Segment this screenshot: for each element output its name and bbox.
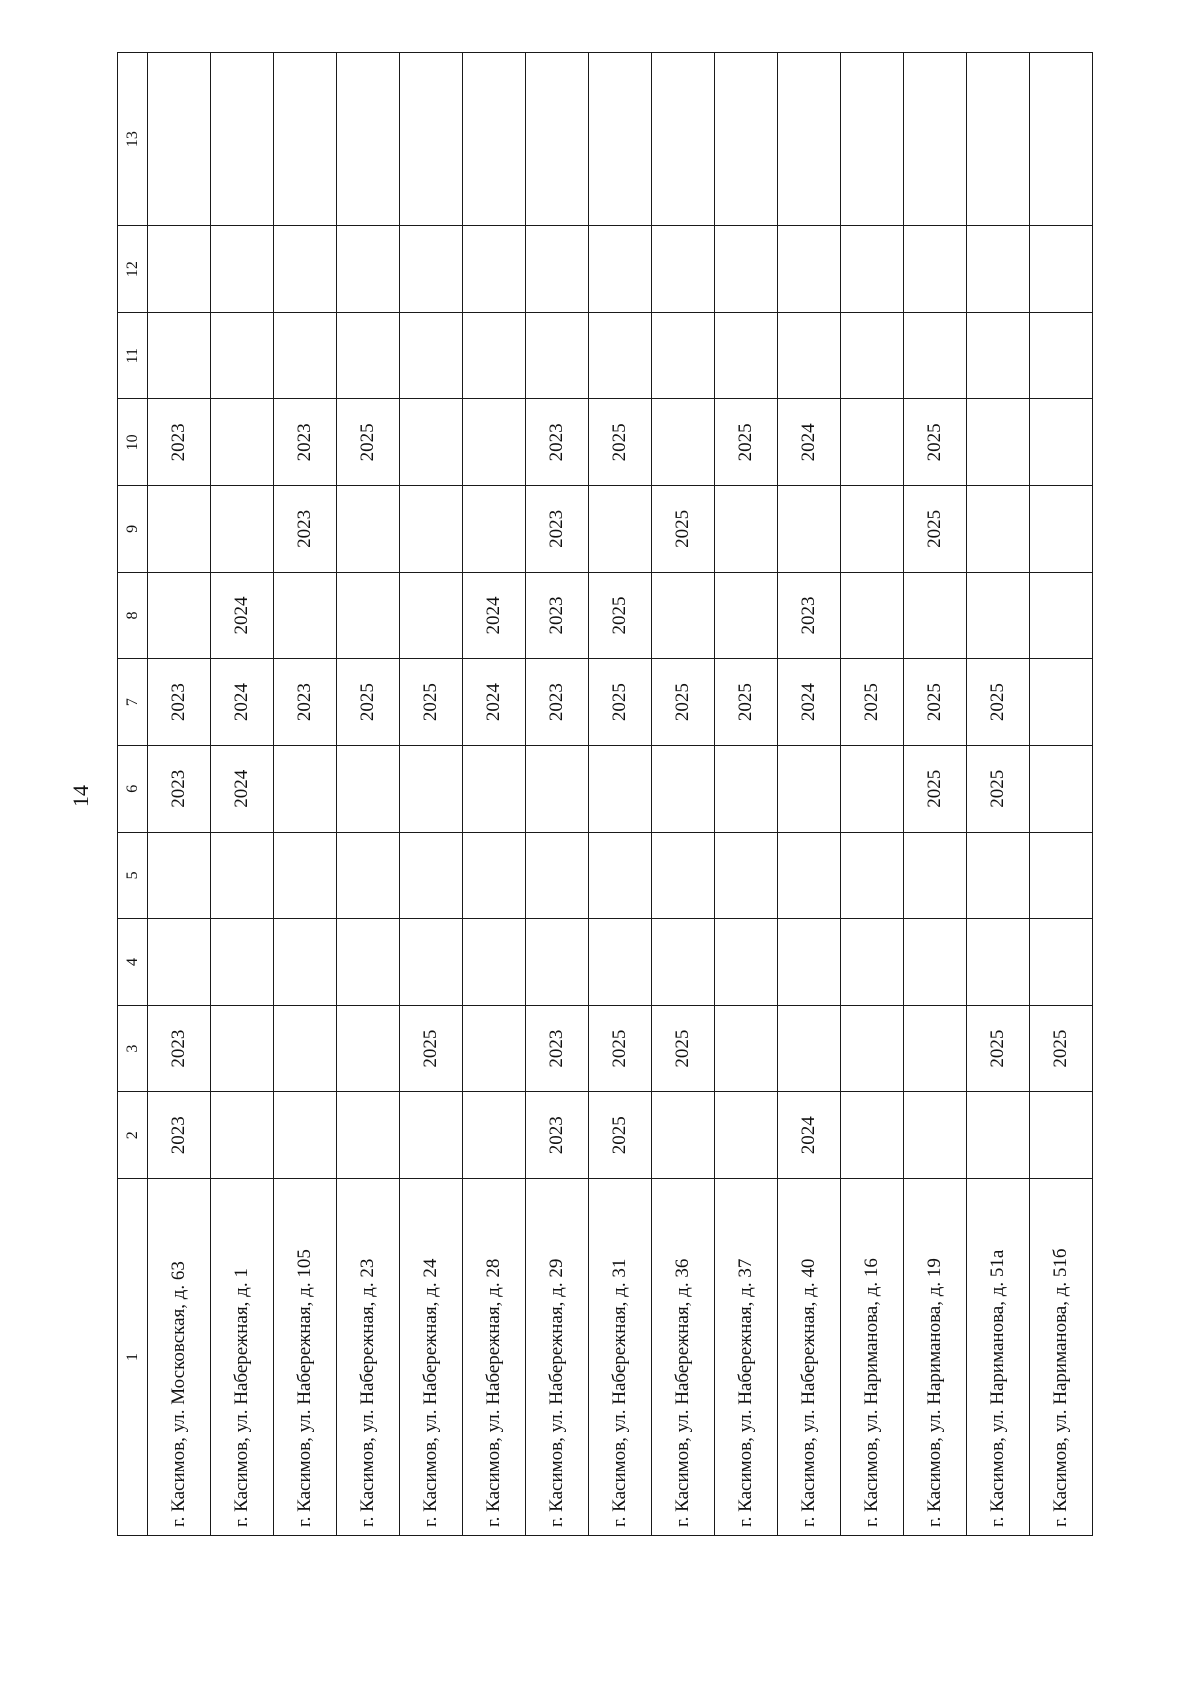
year-cell: 2025 (904, 745, 967, 832)
year-cell (337, 486, 400, 573)
year-cell (904, 226, 967, 313)
year-cell (463, 1092, 526, 1179)
year-cell (211, 832, 274, 919)
year-cell (526, 226, 589, 313)
year-cell: 2024 (778, 399, 841, 486)
year-cell (211, 226, 274, 313)
year-cell (904, 919, 967, 1006)
year-cell: 2025 (589, 399, 652, 486)
year-cell (337, 226, 400, 313)
year-cell: 2025 (967, 659, 1030, 746)
year-cell (778, 312, 841, 399)
year-cell (274, 572, 337, 659)
year-cell (589, 832, 652, 919)
column-header: 1 (118, 1178, 148, 1535)
year-cell (904, 53, 967, 226)
year-cell (148, 919, 211, 1006)
year-cell (463, 226, 526, 313)
year-cell (1030, 832, 1093, 919)
year-cell (841, 226, 904, 313)
header-row (118, 53, 148, 1536)
year-cell: 2023 (526, 659, 589, 746)
year-cell: 2025 (967, 1005, 1030, 1092)
address-cell: г. Касимов, ул. Набережная, д. 105 (274, 1178, 337, 1535)
year-cell: 2025 (589, 1005, 652, 1092)
table-row (274, 53, 337, 1536)
year-cell (337, 1092, 400, 1179)
year-cell (337, 312, 400, 399)
year-cell (967, 312, 1030, 399)
year-cell: 2023 (526, 1005, 589, 1092)
year-cell (463, 399, 526, 486)
year-cell: 2024 (211, 745, 274, 832)
page-number: 14 (68, 785, 93, 807)
year-cell (211, 919, 274, 1006)
year-cell (463, 53, 526, 226)
year-cell (211, 53, 274, 226)
address-cell: г. Касимов, ул. Набережная, д. 24 (400, 1178, 463, 1535)
table-row (211, 53, 274, 1536)
year-cell (1030, 745, 1093, 832)
year-cell (778, 745, 841, 832)
column-header: 5 (118, 832, 148, 919)
year-cell (652, 226, 715, 313)
year-cell: 2025 (589, 572, 652, 659)
column-header: 3 (118, 1005, 148, 1092)
year-cell (967, 1092, 1030, 1179)
column-header: 13 (118, 53, 148, 226)
year-cell: 2023 (526, 572, 589, 659)
year-cell (274, 1005, 337, 1092)
year-cell (148, 312, 211, 399)
address-cell: г. Касимов, ул. Набережная, д. 29 (526, 1178, 589, 1535)
year-cell: 2025 (967, 745, 1030, 832)
year-cell (652, 572, 715, 659)
year-cell (274, 53, 337, 226)
year-cell (463, 745, 526, 832)
year-cell (274, 919, 337, 1006)
year-cell (526, 745, 589, 832)
column-header: 12 (118, 226, 148, 313)
year-cell (967, 832, 1030, 919)
year-cell: 2024 (211, 572, 274, 659)
year-cell (715, 745, 778, 832)
year-cell: 2025 (1030, 1005, 1093, 1092)
year-cell (778, 53, 841, 226)
year-cell (337, 745, 400, 832)
table-row (1030, 53, 1093, 1536)
year-cell (1030, 226, 1093, 313)
year-cell (715, 1005, 778, 1092)
year-cell (400, 486, 463, 573)
year-cell (715, 53, 778, 226)
year-cell (337, 53, 400, 226)
year-cell: 2024 (778, 659, 841, 746)
year-cell: 2025 (904, 659, 967, 746)
address-cell: г. Касимов, ул. Нариманова, д. 51а (967, 1178, 1030, 1535)
year-cell: 2025 (715, 659, 778, 746)
year-cell (274, 745, 337, 832)
year-cell (589, 53, 652, 226)
year-cell (148, 226, 211, 313)
year-cell (526, 832, 589, 919)
year-cell (652, 1092, 715, 1179)
year-cell (715, 486, 778, 573)
address-cell: г. Касимов, ул. Набережная, д. 23 (337, 1178, 400, 1535)
year-cell (1030, 919, 1093, 1006)
year-cell: 2023 (148, 1092, 211, 1179)
year-cell (715, 919, 778, 1006)
year-cell: 2025 (904, 399, 967, 486)
year-cell (400, 919, 463, 1006)
year-cell (211, 399, 274, 486)
year-cell: 2025 (589, 1092, 652, 1179)
year-cell: 2023 (778, 572, 841, 659)
year-cell: 2023 (526, 399, 589, 486)
address-cell: г. Касимов, ул. Набережная, д. 40 (778, 1178, 841, 1535)
table-row (526, 53, 589, 1536)
rotated-table-frame (117, 52, 1086, 1536)
address-cell: г. Касимов, ул. Нариманова, д. 51б (1030, 1178, 1093, 1535)
column-header: 11 (118, 312, 148, 399)
address-cell: г. Касимов, ул. Московская, д. 63 (148, 1178, 211, 1535)
year-cell (715, 572, 778, 659)
year-cell (526, 312, 589, 399)
year-cell: 2025 (400, 659, 463, 746)
year-cell (148, 486, 211, 573)
year-cell: 2025 (652, 486, 715, 573)
address-cell: г. Касимов, ул. Набережная, д. 1 (211, 1178, 274, 1535)
year-cell (400, 53, 463, 226)
year-cell (400, 832, 463, 919)
table-row (778, 53, 841, 1536)
year-cell (967, 399, 1030, 486)
year-cell: 2023 (148, 1005, 211, 1092)
year-cell: 2025 (589, 659, 652, 746)
year-cell (1030, 1092, 1093, 1179)
year-cell (337, 572, 400, 659)
column-header: 8 (118, 572, 148, 659)
year-cell: 2025 (400, 1005, 463, 1092)
year-cell: 2024 (463, 659, 526, 746)
year-cell (589, 919, 652, 1006)
year-cell (904, 572, 967, 659)
year-cell: 2024 (463, 572, 526, 659)
address-cell: г. Касимов, ул. Набережная, д. 28 (463, 1178, 526, 1535)
year-cell (841, 312, 904, 399)
year-cell: 2025 (337, 399, 400, 486)
year-cell (652, 53, 715, 226)
table-row (148, 53, 211, 1536)
year-cell (841, 832, 904, 919)
year-cell (778, 832, 841, 919)
year-cell (841, 745, 904, 832)
year-cell (841, 572, 904, 659)
table-row (400, 53, 463, 1536)
year-cell (904, 312, 967, 399)
year-cell (1030, 659, 1093, 746)
year-cell (904, 1005, 967, 1092)
address-cell: г. Касимов, ул. Набережная, д. 36 (652, 1178, 715, 1535)
year-cell (904, 1092, 967, 1179)
table-row (967, 53, 1030, 1536)
year-cell (652, 312, 715, 399)
year-cell (400, 745, 463, 832)
table-row (589, 53, 652, 1536)
column-header: 9 (118, 486, 148, 573)
year-cell (841, 1005, 904, 1092)
year-cell (967, 53, 1030, 226)
address-cell: г. Касимов, ул. Набережная, д. 31 (589, 1178, 652, 1535)
year-cell (778, 226, 841, 313)
year-cell (211, 312, 274, 399)
year-cell (526, 919, 589, 1006)
year-cell (211, 1092, 274, 1179)
year-cell (400, 399, 463, 486)
year-cell (337, 832, 400, 919)
year-cell (652, 745, 715, 832)
year-cell (715, 226, 778, 313)
year-cell (715, 1092, 778, 1179)
column-header: 6 (118, 745, 148, 832)
year-cell: 2025 (337, 659, 400, 746)
year-cell (400, 572, 463, 659)
year-cell (463, 832, 526, 919)
year-cell: 2023 (526, 1092, 589, 1179)
year-cell (463, 1005, 526, 1092)
table-row (337, 53, 400, 1536)
year-cell (967, 572, 1030, 659)
year-cell (463, 486, 526, 573)
year-cell (841, 919, 904, 1006)
year-cell (211, 1005, 274, 1092)
year-cell (904, 832, 967, 919)
year-cell: 2023 (148, 745, 211, 832)
year-cell (148, 832, 211, 919)
year-cell (400, 226, 463, 313)
column-header: 4 (118, 919, 148, 1006)
address-cell: г. Касимов, ул. Набережная, д. 37 (715, 1178, 778, 1535)
column-header: 7 (118, 659, 148, 746)
year-cell (652, 399, 715, 486)
year-cell: 2024 (778, 1092, 841, 1179)
year-cell: 2023 (274, 659, 337, 746)
year-cell (589, 312, 652, 399)
year-cell (463, 919, 526, 1006)
year-cell: 2025 (715, 399, 778, 486)
year-cell: 2023 (274, 486, 337, 573)
year-cell: 2025 (652, 659, 715, 746)
year-cell (211, 486, 274, 573)
year-cell (841, 486, 904, 573)
year-cell: 2025 (841, 659, 904, 746)
year-cell: 2024 (211, 659, 274, 746)
year-cell: 2023 (526, 486, 589, 573)
year-cell (967, 919, 1030, 1006)
table-row (652, 53, 715, 1536)
year-cell (589, 486, 652, 573)
year-cell (1030, 572, 1093, 659)
year-cell (274, 1092, 337, 1179)
year-cell (526, 53, 589, 226)
year-cell (589, 226, 652, 313)
year-cell (148, 53, 211, 226)
year-cell (337, 919, 400, 1006)
year-cell: 2025 (652, 1005, 715, 1092)
schedule-table (117, 52, 1093, 1536)
year-cell (967, 486, 1030, 573)
year-cell (778, 486, 841, 573)
table-row (841, 53, 904, 1536)
year-cell (652, 832, 715, 919)
year-cell (967, 226, 1030, 313)
year-cell (778, 919, 841, 1006)
year-cell (463, 312, 526, 399)
year-cell: 2023 (274, 399, 337, 486)
year-cell (715, 312, 778, 399)
year-cell (652, 919, 715, 1006)
year-cell (274, 832, 337, 919)
year-cell (274, 312, 337, 399)
year-cell (841, 399, 904, 486)
table-row (463, 53, 526, 1536)
address-cell: г. Касимов, ул. Нариманова, д. 16 (841, 1178, 904, 1535)
year-cell (715, 832, 778, 919)
table-row (904, 53, 967, 1536)
year-cell: 2023 (148, 399, 211, 486)
year-cell (400, 312, 463, 399)
year-cell (1030, 399, 1093, 486)
table-row (715, 53, 778, 1536)
year-cell (1030, 312, 1093, 399)
year-cell (841, 53, 904, 226)
year-cell (148, 572, 211, 659)
year-cell (1030, 53, 1093, 226)
year-cell (400, 1092, 463, 1179)
year-cell (778, 1005, 841, 1092)
address-cell: г. Касимов, ул. Нариманова, д. 19 (904, 1178, 967, 1535)
year-cell (1030, 486, 1093, 573)
year-cell (589, 745, 652, 832)
column-header: 2 (118, 1092, 148, 1179)
column-header: 10 (118, 399, 148, 486)
year-cell: 2023 (148, 659, 211, 746)
year-cell (274, 226, 337, 313)
year-cell: 2025 (904, 486, 967, 573)
year-cell (841, 1092, 904, 1179)
year-cell (337, 1005, 400, 1092)
